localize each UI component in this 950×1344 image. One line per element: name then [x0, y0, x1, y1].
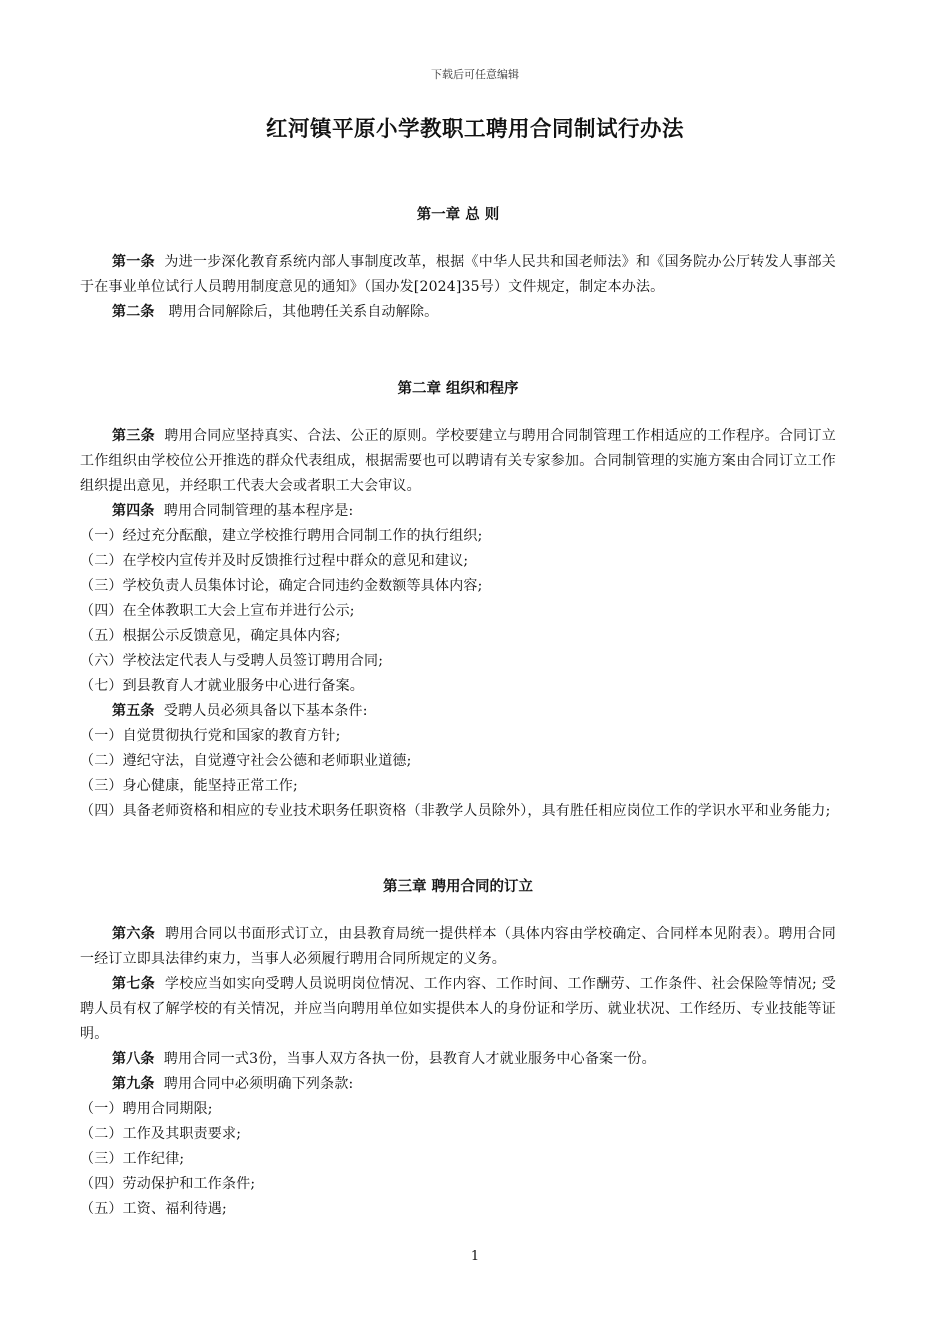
- chapter-1-block: [80, 203, 836, 224]
- article-7: [80, 972, 836, 1047]
- article-2-text: 聘用合同解除后，其他聘任关系自动解除。: [168, 304, 439, 320]
- article-6-label: 第六条: [112, 926, 156, 942]
- article-6-text: 聘用合同以书面形式订立，由县教育局统一提供样本（具体内容由学校确定、合同样本见附表）。聘用合同一经订立即具法律约束力，当事人必须履行聘用合同所规定的义务。: [80, 926, 836, 967]
- page-number: 1: [470, 1249, 480, 1264]
- article-7-text: 学校应当如实向受聘人员说明岗位情况、工作内容、工作时间、工作酬劳、工作条件、社会保险等情况; 受聘人员有权了解学校的有关情况，并应当向聘用单位如实提供本人的身份证和学历、就业状况、工作经历、专业技能等证明。: [80, 976, 836, 1042]
- chapter-2-block: [80, 377, 836, 398]
- article-5-text: 受聘人员必须具备以下基本条件:: [163, 703, 368, 719]
- article-5-item: （三）身心健康，能坚持正常工作;: [80, 778, 298, 794]
- article-9: [80, 1072, 836, 1097]
- article-5-item: （二）遵纪守法，自觉遵守社会公德和老师职业道德;: [80, 753, 412, 769]
- article-4-item: （三）学校负责人员集体讨论，确定合同违约金数额等具体内容;: [80, 578, 483, 594]
- article-4: [80, 499, 836, 524]
- chapter-1-heading: 第一章 总 则: [416, 207, 500, 223]
- article-9-item: （三）工作纪律;: [80, 1151, 185, 1167]
- chapter-3-heading: 第三章 聘用合同的订立: [382, 879, 534, 895]
- article-8-text: 聘用合同一式3份，当事人双方各执一份，县教育人才就业服务中心备案一份。: [163, 1051, 656, 1067]
- article-4-item: （六）学校法定代表人与受聘人员签订聘用合同;: [80, 653, 384, 669]
- chapter-1-articles: [80, 250, 836, 325]
- article-1-label: 第一条: [112, 254, 155, 270]
- article-4-item: （四）在全体教职工大会上宣布并进行公示;: [80, 603, 355, 619]
- article-5-item: （四）具备老师资格和相应的专业技术职务任职资格（非教学人员除外），具有胜任相应岗位工作的学识水平和业务能力;: [80, 803, 831, 819]
- chapter-3-block: [80, 875, 836, 896]
- article-2: [80, 300, 836, 325]
- article-3-text: 聘用合同应坚持真实、合法、公正的原则。学校要建立与聘用合同制管理工作相适应的工作程序。合同订立工作组织由学校位公开推选的群众代表组成，根据需要也可以聘请有关专家参加。合同制管理的实施方案由合同订立工作组织提出意见，并经职工代表大会或者职工大会审议。: [80, 428, 836, 494]
- article-4-item: （二）在学校内宣传并及时反馈推行过程中群众的意见和建议;: [80, 553, 469, 569]
- article-9-item: （一）聘用合同期限;: [80, 1101, 213, 1117]
- article-3-label: 第三条: [112, 428, 155, 444]
- article-5: [80, 699, 836, 724]
- article-7-label: 第七条: [112, 976, 156, 992]
- article-4-label: 第四条: [112, 503, 155, 519]
- article-8: [80, 1047, 836, 1072]
- article-5-label: 第五条: [112, 703, 155, 719]
- article-9-item: （四）劳动保护和工作条件;: [80, 1176, 256, 1192]
- document-title: 红河镇平原小学教职工聘用合同制试行办法: [265, 117, 684, 142]
- chapter-2-articles: [80, 424, 836, 824]
- chapter-2-heading: 第二章 组织和程序: [397, 381, 519, 397]
- article-5-item: （一）自觉贯彻执行党和国家的教育方针;: [80, 728, 341, 744]
- article-6: [80, 922, 836, 972]
- article-4-item: （一）经过充分酝酿，建立学校推行聘用合同制工作的执行组织;: [80, 528, 483, 544]
- article-2-label: 第二条: [112, 304, 155, 320]
- article-9-item: （二）工作及其职责要求;: [80, 1126, 242, 1142]
- article-3: [80, 424, 836, 499]
- header-note: 下载后可任意编辑: [431, 68, 519, 81]
- article-1: [80, 250, 836, 300]
- article-8-label: 第八条: [112, 1051, 155, 1067]
- article-4-text: 聘用合同制管理的基本程序是:: [163, 503, 354, 519]
- article-4-item: （七）到县教育人才就业服务中心进行备案。: [80, 678, 364, 694]
- article-1-text: 为进一步深化教育系统内部人事制度改革，根据《中华人民共和国老师法》和《国务院办公厅转发人事部关于在事业单位试行人员聘用制度意见的通知》（国办发[2024]35号）文件规定，制定本办法。: [80, 254, 836, 295]
- chapter-3-articles: [80, 922, 836, 1222]
- article-9-text: 聘用合同中必须明确下列条款:: [163, 1076, 354, 1092]
- article-4-item: （五）根据公示反馈意见，确定具体内容;: [80, 628, 341, 644]
- article-9-item: （五）工资、福利待遇;: [80, 1201, 227, 1217]
- article-9-label: 第九条: [112, 1076, 155, 1092]
